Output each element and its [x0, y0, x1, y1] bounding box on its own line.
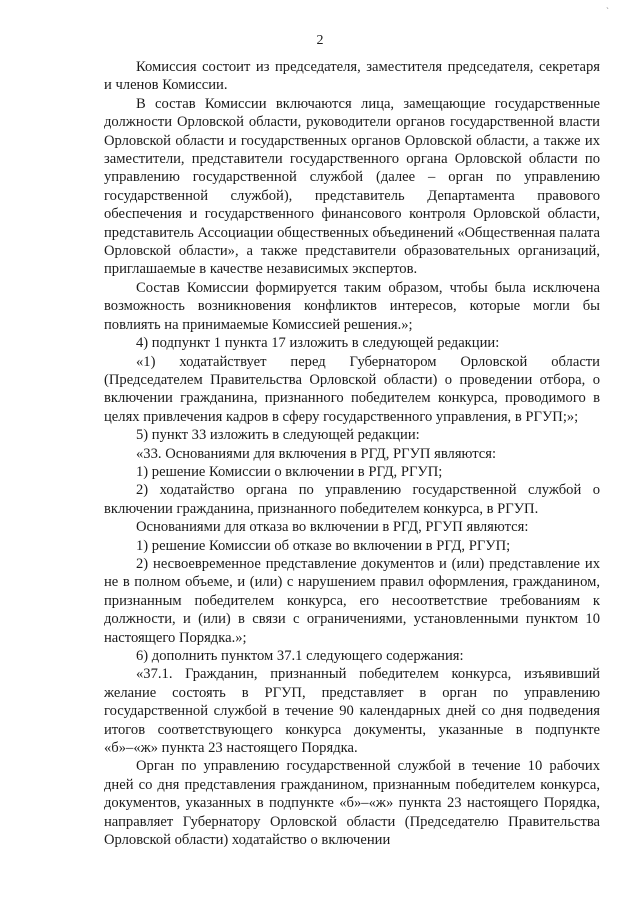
paragraph: 5) пункт 33 изложить в следующей редакции:: [136, 427, 420, 444]
paragraph: 6) дополнить пунктом 37.1 следующего содержания:: [136, 648, 464, 664]
paragraph: Состав Комиссии формируется таким образом, чтобы была исключена возможность возникновения конфликтов интересов, которые могли бы повлиять на принимаемые Комиссией решения.»;: [104, 279, 600, 333]
paragraph: 1) решение Комиссии о включении в РГД, РГУП;: [136, 463, 443, 480]
paragraph: «37.1. Гражданин, признанный победителем конкурса, изъявивший желание состоять в РГУП, представляет в орган по управлению государственной службой в течение 90 календарных дней со дня подведения итогов соответствующего конкурса документы, указанные в подпункте «б»–«ж» пункта 23 настоящего Порядка.: [104, 666, 600, 757]
paragraph: 2) несвоевременное представление документов и (или) представление их не в полном объеме, и (или) с нарушением правил оформления, гражданином, признанным победителем конкурса, его несоответствие требованиям к должности, и (или) в связи с ограничениями, установленными пунктом 10 настоящего Порядка.»;: [104, 555, 600, 646]
paragraph: «1) ходатайствует перед Губернатором Орловской области (Председателем Правительства Орловской области) о проведении отбора, о включении гражданина, признанного победителем конкурса, проводимого в целях привлечения кадров в сферу государственного управления, в РГУП;»;: [104, 353, 600, 425]
paragraph: 4) подпункт 1 пункта 17 изложить в следующей редакции:: [136, 335, 500, 352]
paragraph: Основаниями для отказа во включении в РГД, РГУП являются:: [136, 519, 529, 536]
paragraph: 2) ходатайство органа по управлению государственной службой о включении гражданина, признанного победителем конкурса, в РГУП.: [104, 482, 600, 517]
paragraph: «33. Основаниями для включения в РГД, РГУП являются:: [136, 445, 497, 462]
paragraph: Орган по управлению государственной службой в течение 10 рабочих дней со дня представления гражданином, признанным победителем конкурса, документов, указанных в подпункте «б»–«ж» пункта 23 настоящего Порядка, направляет Губернатору Орловской области (Председателю Правительства Орловской области) ходатайство о включении: [104, 758, 600, 849]
paragraph: В состав Комиссии включаются лица, замещающие государственные должности Орловской области, руководители органов государственной власти Орловской области и государственных органов Орловской области, а также их заместители, представители государственного органа Орловской области по управлению государственной службой (далее – орган по управлению государственной службой), представитель Департамента правового обеспечения и государственного финансового контроля Орловской области, представитель Ассоциации общественных объединений «Общественная палата Орловской области», а также представители образовательных организаций, приглашаемые в качестве независимых экспертов.: [104, 95, 600, 278]
document-body: [104, 58, 600, 849]
paragraph: Комиссия состоит из председателя, заместителя председателя, секретаря и членов Комиссии.: [104, 59, 600, 94]
page-number: 2: [316, 33, 324, 48]
scan-mark: `: [606, 6, 609, 16]
paragraph: 1) решение Комиссии об отказе во включении в РГД, РГУП;: [136, 537, 511, 554]
